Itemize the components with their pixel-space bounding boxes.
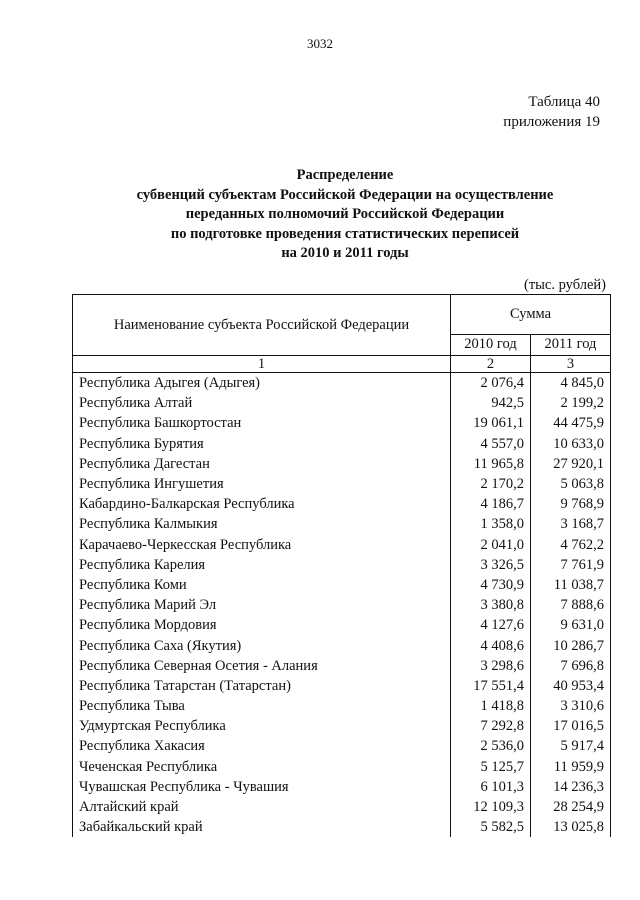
value-2010-cell: 2 076,4 [451, 373, 531, 394]
header-year-2010: 2010 год [451, 334, 531, 355]
table-row [73, 514, 611, 534]
column-number-2: 2 [451, 356, 531, 373]
header-year-2011: 2011 год [531, 334, 611, 355]
subject-name-cell: Республика Татарстан (Татарстан) [73, 676, 451, 696]
table-row [73, 555, 611, 575]
header-sum: Сумма [451, 295, 611, 335]
title-line-2: субвенций субъектам Российской Федерации на осуществление [136, 186, 554, 203]
value-2010-cell: 942,5 [451, 393, 531, 413]
value-2010-cell: 3 298,6 [451, 656, 531, 676]
value-2010-cell: 3 380,8 [451, 595, 531, 615]
subject-name-cell: Республика Калмыкия [73, 514, 451, 534]
value-2010-cell: 19 061,1 [451, 413, 531, 433]
table-row [73, 676, 611, 696]
title-line-3: переданных полномочий Российской Федерации [185, 206, 505, 222]
table-row [73, 757, 611, 777]
value-2010-cell: 4 186,7 [451, 494, 531, 514]
value-2011-cell: 14 236,3 [531, 777, 611, 797]
value-2010-cell: 4 557,0 [451, 434, 531, 454]
value-2011-cell: 5 917,4 [531, 736, 611, 756]
table-row [73, 393, 611, 413]
table-row [73, 656, 611, 676]
subject-name-cell: Карачаево-Черкесская Республика [73, 535, 451, 555]
value-2010-cell: 17 551,4 [451, 676, 531, 696]
table-body [73, 373, 611, 838]
table-row [73, 777, 611, 797]
value-2011-cell: 7 761,9 [531, 555, 611, 575]
subject-name-cell: Республика Тыва [73, 696, 451, 716]
subject-name-cell: Забайкальский край [73, 817, 451, 837]
value-2011-cell: 7 696,8 [531, 656, 611, 676]
table-ref-line1: Таблица 40 [528, 94, 600, 110]
value-2011-cell: 17 016,5 [531, 716, 611, 736]
subject-name-cell: Республика Ингушетия [73, 474, 451, 494]
value-2010-cell: 5 582,5 [451, 817, 531, 837]
value-2010-cell: 2 536,0 [451, 736, 531, 756]
subject-name-cell: Республика Алтай [73, 393, 451, 413]
value-2010-cell: 11 965,8 [451, 454, 531, 474]
subject-name-cell: Кабардино-Балкарская Республика [73, 494, 451, 514]
title-line-5: на 2010 и 2011 годы [281, 245, 409, 261]
table-row [73, 635, 611, 655]
table-row [73, 696, 611, 716]
column-number-1: 1 [73, 356, 451, 373]
table-row [73, 454, 611, 474]
value-2010-cell: 3 326,5 [451, 555, 531, 575]
value-2011-cell: 3 168,7 [531, 514, 611, 534]
value-2011-cell: 9 768,9 [531, 494, 611, 514]
table-row [73, 615, 611, 635]
table-row [73, 434, 611, 454]
subject-name-cell: Республика Саха (Якутия) [73, 635, 451, 655]
value-2011-cell: 11 038,7 [531, 575, 611, 595]
page-number: 3032 [307, 36, 333, 51]
value-2010-cell: 1 418,8 [451, 696, 531, 716]
subject-name-cell: Республика Дагестан [73, 454, 451, 474]
subventions-table [72, 294, 611, 837]
value-2011-cell: 28 254,9 [531, 797, 611, 817]
subject-name-cell: Республика Коми [73, 575, 451, 595]
value-2011-cell: 40 953,4 [531, 676, 611, 696]
value-2010-cell: 12 109,3 [451, 797, 531, 817]
value-2011-cell: 27 920,1 [531, 454, 611, 474]
value-2011-cell: 11 959,9 [531, 757, 611, 777]
subject-name-cell: Республика Хакасия [73, 736, 451, 756]
table-row [73, 817, 611, 837]
value-2010-cell: 1 358,0 [451, 514, 531, 534]
value-2011-cell: 10 633,0 [531, 434, 611, 454]
title-line-4: по подготовке проведения статистических переписей [170, 225, 520, 242]
document-title [60, 166, 630, 264]
subject-name-cell: Республика Башкортостан [73, 413, 451, 433]
value-2011-cell: 4 762,2 [531, 535, 611, 555]
value-2011-cell: 10 286,7 [531, 635, 611, 655]
value-2010-cell: 5 125,7 [451, 757, 531, 777]
title-line-1: Распределение [296, 167, 394, 183]
subject-name-cell: Республика Карелия [73, 555, 451, 575]
subject-name-cell: Республика Марий Эл [73, 595, 451, 615]
value-2011-cell: 7 888,6 [531, 595, 611, 615]
subject-name-cell: Республика Адыгея (Адыгея) [73, 373, 451, 394]
value-2010-cell: 2 170,2 [451, 474, 531, 494]
subject-name-cell: Чеченская Республика [73, 757, 451, 777]
subject-name-cell: Чувашская Республика - Чувашия [73, 777, 451, 797]
table-row [73, 413, 611, 433]
table-row [73, 716, 611, 736]
table-row [73, 575, 611, 595]
value-2011-cell: 3 310,6 [531, 696, 611, 716]
subject-name-cell: Республика Северная Осетия - Алания [73, 656, 451, 676]
value-2011-cell: 4 845,0 [531, 373, 611, 394]
table-row [73, 595, 611, 615]
header-subject-name: Наименование субъекта Российской Федерации [73, 295, 451, 356]
subject-name-cell: Республика Бурятия [73, 434, 451, 454]
value-2010-cell: 2 041,0 [451, 535, 531, 555]
value-2010-cell: 4 408,6 [451, 635, 531, 655]
value-2011-cell: 44 475,9 [531, 413, 611, 433]
subject-name-cell: Удмуртская Республика [73, 716, 451, 736]
value-2011-cell: 2 199,2 [531, 393, 611, 413]
value-2010-cell: 4 730,9 [451, 575, 531, 595]
table-ref-line2: приложения 19 [503, 114, 600, 130]
subject-name-cell: Республика Мордовия [73, 615, 451, 635]
table-row [73, 373, 611, 394]
value-2010-cell: 6 101,3 [451, 777, 531, 797]
value-2011-cell: 13 025,8 [531, 817, 611, 837]
table-row [73, 736, 611, 756]
value-2011-cell: 5 063,8 [531, 474, 611, 494]
table-row [73, 797, 611, 817]
table-reference [503, 92, 600, 132]
subject-name-cell: Алтайский край [73, 797, 451, 817]
value-2011-cell: 9 631,0 [531, 615, 611, 635]
value-2010-cell: 4 127,6 [451, 615, 531, 635]
table-row [73, 494, 611, 514]
table-row [73, 474, 611, 494]
table-row [73, 535, 611, 555]
column-number-3: 3 [531, 356, 611, 373]
value-2010-cell: 7 292,8 [451, 716, 531, 736]
units-label: (тыс. рублей) [524, 277, 606, 293]
